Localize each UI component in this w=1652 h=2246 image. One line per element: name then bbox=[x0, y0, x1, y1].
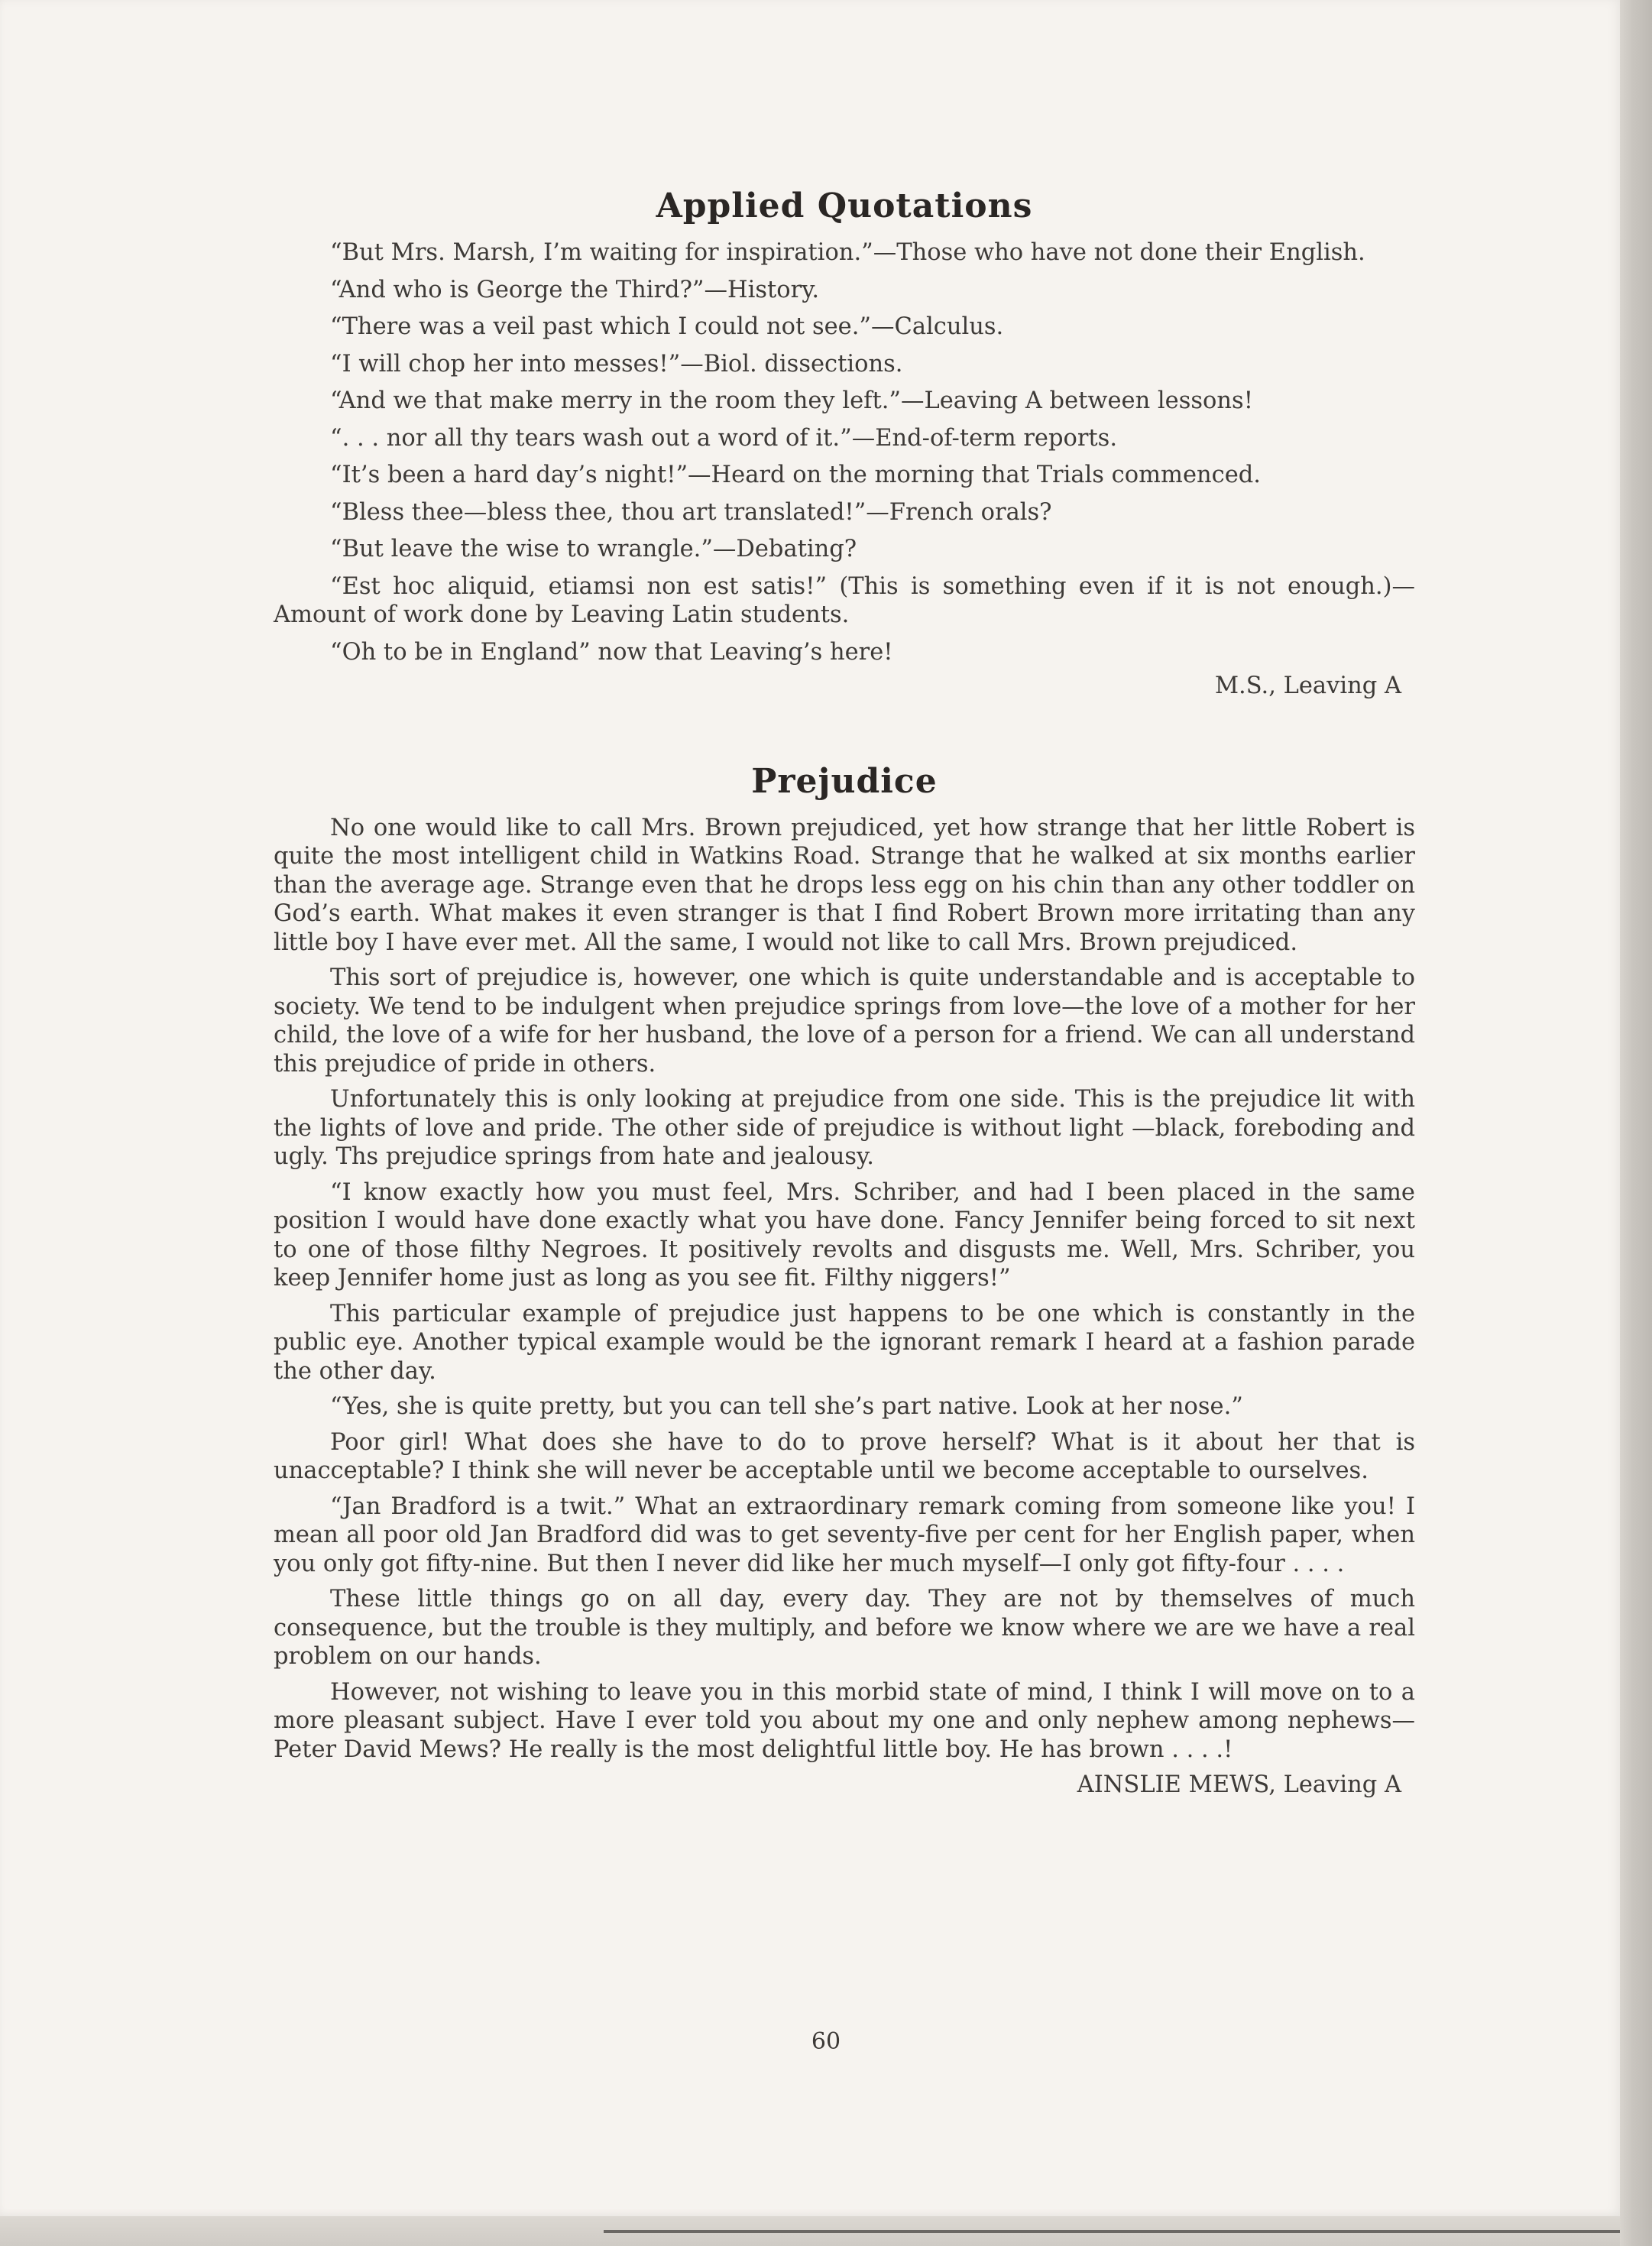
body-paragraph: Poor girl! What does she have to do to prove herself? What is it about her that is unacceptable? I think she will never be acceptable until we become acceptable to ourselves. bbox=[274, 1428, 1415, 1484]
quote-item: “It’s been a hard day’s night!”—Heard on the morning that Trials commenced. bbox=[330, 462, 1261, 488]
body-paragraph: This sort of prejudice is, however, one which is quite understandable and is acceptable to society. We tend to be indulgent when prejudice springs from love—the love of a mother for her child, the love of a wife for her husband, the love of a person for a friend. We can all understand this prejudice of pride in others. bbox=[274, 964, 1415, 1078]
page-content bbox=[274, 183, 1415, 1800]
paragraph-list bbox=[274, 814, 1415, 1765]
body-paragraph: “Yes, she is quite pretty, but you can tell she’s part native. Look at her nose.” bbox=[330, 1393, 1243, 1420]
article-applied-quotations bbox=[274, 183, 1415, 701]
quote-item: “And who is George the Third?”—History. bbox=[330, 276, 820, 303]
quote-list bbox=[274, 238, 1415, 666]
page-bottom-line bbox=[604, 2230, 1620, 2233]
body-paragraph: However, not wishing to leave you in this morbid state of mind, I think I will move on to a more pleasant subject. Have I ever told you about my one and only nephew among nephews—Peter David Mews? He really is the most delightful little boy. He has brown . . . .! bbox=[274, 1678, 1415, 1763]
page-edge-shadow bbox=[1620, 0, 1652, 2246]
body-paragraph: “Jan Bradford is a twit.” What an extraordinary remark coming from someone like you! I mean all poor old Jan Bradford did was to get seventy-five per cent for her English paper, when you only got fifty-nine. But then I never did like her much myself—I only got fifty-four . . . . bbox=[274, 1492, 1415, 1577]
page-number: 60 bbox=[811, 2028, 841, 2055]
article-prejudice bbox=[274, 759, 1415, 1800]
article-signature: M.S., Leaving A bbox=[1214, 673, 1401, 699]
quote-item: “But Mrs. Marsh, I’m waiting for inspiration.”—Those who have not done their English. bbox=[330, 239, 1365, 266]
body-paragraph: These little things go on all day, every day. They are not by themselves of much consequence, but the trouble is they multiply, and before we know where we are we have a real problem on our hands. bbox=[274, 1586, 1415, 1670]
body-paragraph: “I know exactly how you must feel, Mrs. Schriber, and had I been placed in the same position I would have done exactly what you have done. Fancy Jennifer being forced to sit next to one of those filthy Negroes. It positively revolts and disgusts me. Well, Mrs. Schriber, you keep Jennifer home just as long as you see fit. Filthy niggers!” bbox=[274, 1178, 1415, 1292]
quote-item: “I will chop her into messes!”—Biol. dissections. bbox=[330, 350, 903, 378]
quote-item: “Bless thee—bless thee, thou art translated!”—French orals? bbox=[330, 498, 1052, 526]
body-paragraph: This particular example of prejudice just happens to be one which is constantly in the public eye. Another typical example would be the ignorant remark I heard at a fashion parade the other day. bbox=[274, 1300, 1415, 1385]
body-paragraph: No one would like to call Mrs. Brown prejudiced, yet how strange that her little Robert is quite the most intelligent child in Watkins Road. Strange that he walked at six months earlier than the average age. Strange even that he drops less egg on his chin than any other toddler on God’s earth. What makes it even stranger is that I find Robert Brown more irritating than any little boy I have ever met. All the same, I would not like to call Mrs. Brown prejudiced. bbox=[274, 814, 1415, 956]
quote-item: “. . . nor all thy tears wash out a word of it.”—End-of-term reports. bbox=[330, 424, 1118, 452]
article-title: Applied Quotations bbox=[656, 186, 1033, 225]
article-signature: AINSLIE MEWS, Leaving A bbox=[1077, 1771, 1401, 1798]
body-paragraph: Unfortunately this is only looking at prejudice from one side. This is the prejudice lit with the lights of love and pride. The other side of prejudice is without light —black, foreboding and ugly. Ths prejudice springs from hate and jealousy. bbox=[274, 1086, 1415, 1170]
quote-item: “Oh to be in England” now that Leaving’s here! bbox=[330, 638, 893, 666]
quote-item: “And we that make merry in the room they left.”—Leaving A between lessons! bbox=[330, 387, 1253, 414]
quote-item: “There was a veil past which I could not see.”—Calculus. bbox=[330, 313, 1004, 340]
section-spacer bbox=[274, 701, 1415, 759]
quote-item: “Est hoc aliquid, etiamsi non est satis!” (This is something even if it is not enough.)—Amount of work done by Leaving Latin students. bbox=[274, 572, 1415, 628]
quote-item: “But leave the wise to wrangle.”—Debating? bbox=[330, 536, 857, 562]
article-title: Prejudice bbox=[751, 761, 938, 801]
